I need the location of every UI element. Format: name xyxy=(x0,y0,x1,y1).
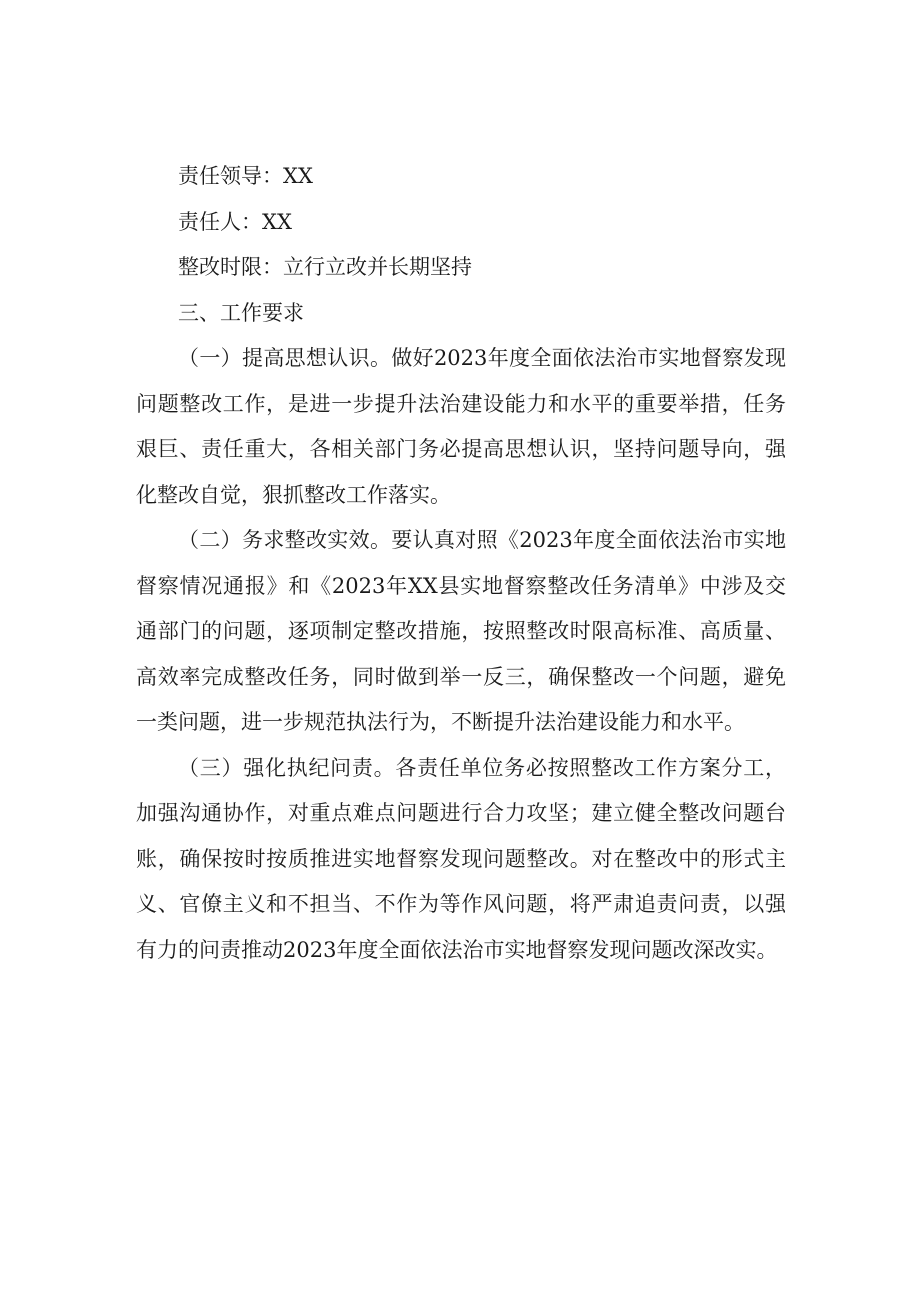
paragraph-raise-awareness: （一）提高思想认识。做好2023年度全面依法治市实地督察发现问题整改工作，是进一步提升法治建设能力和水平的重要举措，任务艰巨、责任重大，各相关部门务必提高思想认识，坚持问题导向，强化整改自觉，狠抓整改工作落实。 xyxy=(136,346,786,507)
deadline-line: 整改时限：立行立改并长期坚持 xyxy=(178,255,472,279)
document-body xyxy=(136,154,786,973)
responsible-leader-line: 责任领导：XX xyxy=(178,164,313,188)
section-heading: 三、工作要求 xyxy=(178,300,304,325)
paragraph-accountability: （三）强化执纪问责。各责任单位务必按照整改工作方案分工，加强沟通协作，对重点难点问题进行合力攻坚；建立健全整改问题台账，确保按时按质推进实地督察发现问题整改。对在整改中的形式主义、官僚主义和不担当、不作为等作风问题，将严肃追责问责，以强有力的问责推动2023年度全面依法治市实地督察发现问题改深改实。 xyxy=(136,755,786,962)
paragraph-ensure-effectiveness: （二）务求整改实效。要认真对照《2023年度全面依法治市实地督察情况通报》和《2023年XX县实地督察整改任务清单》中涉及交通部门的问题，逐项制定整改措施，按照整改时限高标准、高质量、高效率完成整改任务，同时做到举一反三，确保整改一个问题，避免一类问题，进一步规范执法行为，不断提升法治建设能力和水平。 xyxy=(136,528,786,734)
responsible-person-line: 责任人：XX xyxy=(178,209,292,234)
